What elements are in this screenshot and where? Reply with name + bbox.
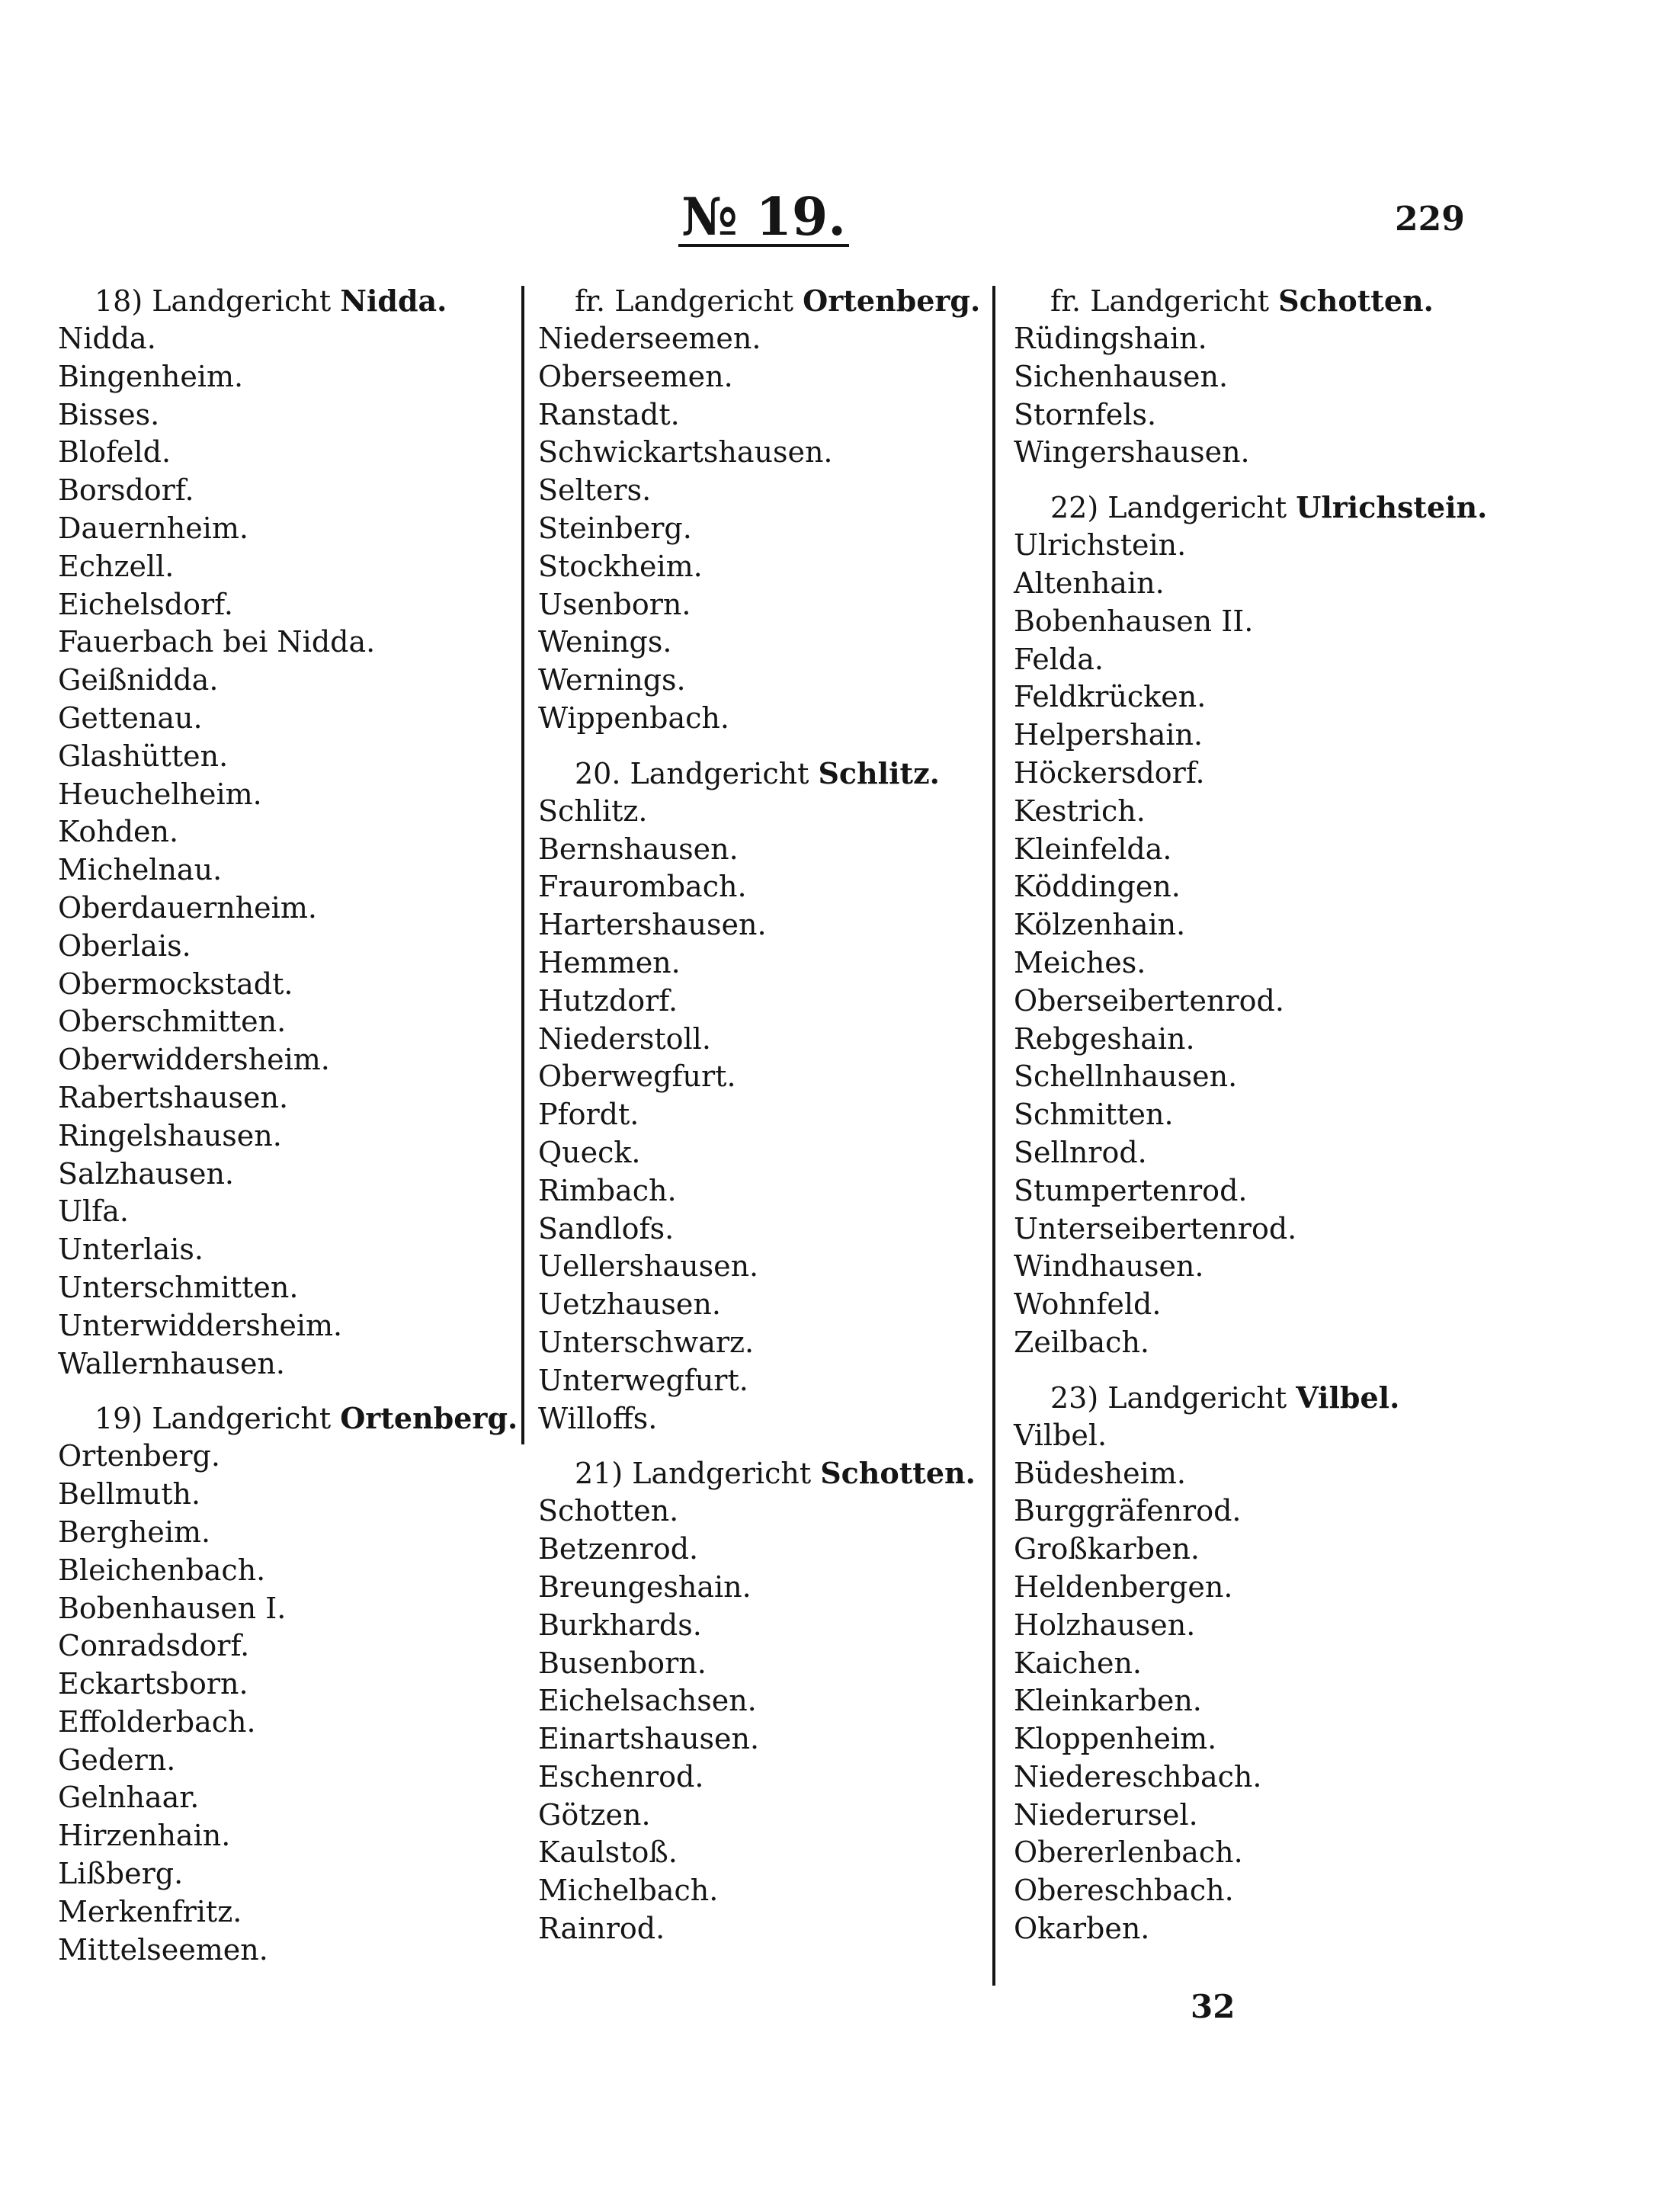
place-entry: Oberdauernheim. [58, 890, 317, 925]
place-entry: Altenhain. [1014, 566, 1165, 600]
section-heading [538, 282, 995, 320]
section-gap [538, 1438, 995, 1454]
place-entry: Unterlais. [58, 1233, 204, 1267]
section-gap [1014, 1362, 1471, 1379]
section-heading-prefix: fr. Landgericht [575, 284, 794, 318]
place-entry: Gedern. [58, 1742, 176, 1777]
place-entry: Oberwiddersheim. [58, 1043, 330, 1077]
place-entry: Willoffs. [538, 1401, 658, 1435]
page-number: 229 [1395, 200, 1465, 239]
place-entry: Echzell. [58, 549, 175, 583]
place-entry: Wernings. [538, 663, 686, 697]
place-entry: Götzen. [538, 1797, 651, 1832]
section-heading [1014, 1379, 1471, 1417]
place-entry: Bleichenbach. [58, 1553, 266, 1587]
place-entry: Oberwegfurt. [538, 1060, 736, 1094]
place-entry: Michelnau. [58, 853, 223, 887]
place-entry: Gettenau. [58, 700, 203, 735]
section-heading-prefix: 20. Landgericht [575, 756, 809, 790]
place-entry: Obererlenbach. [1014, 1835, 1243, 1870]
place-entry: Unterseibertenrod. [1014, 1211, 1297, 1245]
place-entry: Helpershain. [1014, 718, 1203, 752]
place-entry: Bobenhausen I. [58, 1591, 287, 1625]
place-entry: Sandlofs. [538, 1211, 675, 1245]
section-heading-prefix: 23) Landgericht [1050, 1380, 1287, 1415]
place-entry: Unterwegfurt. [538, 1363, 748, 1397]
place-entry: Kohden. [58, 815, 179, 849]
place-entry: Bergheim. [58, 1515, 211, 1549]
place-entry: Schellnhausen. [1014, 1060, 1238, 1094]
place-entry: Queck. [538, 1135, 641, 1169]
section-gap [58, 1383, 515, 1399]
place-entry: Wingershausen. [1014, 435, 1250, 470]
section-heading [538, 1454, 995, 1492]
place-entry: Rabertshausen. [58, 1080, 289, 1114]
place-entry: Vilbel. [1014, 1418, 1107, 1452]
place-entry: Hutzdorf. [538, 983, 678, 1018]
place-entry: Niedereschbach. [1014, 1759, 1262, 1794]
place-entry: Stornfels. [1014, 397, 1157, 431]
place-entry: Kestrich. [1014, 793, 1146, 828]
place-entry: Steinberg. [538, 511, 692, 545]
place-entry: Unterschwarz. [538, 1325, 755, 1359]
place-entry: Kaulstoß. [538, 1835, 678, 1870]
place-entry: Mittelseemen. [58, 1932, 268, 1967]
place-entry: Oberseibertenrod. [1014, 983, 1284, 1018]
place-entry: Busenborn. [538, 1646, 707, 1680]
section-gap [538, 738, 995, 755]
place-entry: Conradsdorf. [58, 1629, 250, 1663]
place-entry: Geißnidda. [58, 663, 219, 697]
place-entry: Rimbach. [538, 1173, 677, 1207]
place-entry: Uellershausen. [538, 1249, 759, 1284]
place-entry: Oberseemen. [538, 359, 733, 393]
place-entry: Feldkrücken. [1014, 680, 1207, 714]
section-heading [1014, 489, 1488, 527]
place-entry: Sichenhausen. [1014, 359, 1229, 393]
place-entry: Eichelsdorf. [58, 587, 233, 621]
place-entry: Schwickartshausen. [538, 435, 833, 470]
section-heading-prefix: 22) Landgericht [1050, 491, 1287, 525]
place-entry: Hemmen. [538, 945, 681, 979]
place-entry: Heldenbergen. [1014, 1569, 1233, 1604]
place-entry: Obermockstadt. [58, 967, 293, 1001]
place-entry: Nidda. [58, 322, 156, 355]
place-entry: Unterschmitten. [58, 1270, 299, 1304]
place-entry: Heuchelheim. [58, 777, 262, 811]
place-entry: Kleinkarben. [1014, 1684, 1202, 1718]
place-entry: Borsdorf. [58, 473, 194, 508]
place-entry: Kleinfelda. [1014, 832, 1172, 866]
section-heading-name: Ulrichstein. [1296, 490, 1488, 525]
place-entry: Hirzenhain. [58, 1819, 231, 1853]
section-gap [1014, 472, 1471, 489]
place-entry: Obereschbach. [1014, 1874, 1234, 1908]
place-entry: Hartershausen. [538, 908, 767, 942]
place-entry: Burggräfenrod. [1014, 1494, 1242, 1528]
place-entry: Windhausen. [1014, 1249, 1204, 1284]
section-heading-name: Schotten. [1278, 284, 1434, 318]
section-heading-name: Ortenberg. [803, 284, 981, 318]
place-entry: Wippenbach. [538, 700, 729, 735]
place-entry: Felda. [1014, 642, 1104, 676]
place-entry: Glashütten. [58, 739, 229, 773]
section-heading [58, 282, 515, 320]
page-header-number: № 19. [678, 191, 849, 247]
place-entry: Eichelsachsen. [538, 1684, 757, 1718]
place-entry: Fauerbach bei Nidda. [58, 625, 376, 659]
place-entry: Bellmuth. [58, 1477, 201, 1512]
place-entry: Breungeshain. [538, 1569, 752, 1604]
place-entry: Lißberg. [58, 1857, 184, 1891]
place-entry: Oberlais. [58, 928, 191, 963]
section-heading [538, 755, 995, 793]
place-entry: Pfordt. [538, 1098, 639, 1132]
place-entry: Schotten. [538, 1494, 679, 1528]
place-entry: Büdesheim. [1014, 1456, 1186, 1490]
place-entry: Gelnhaar. [58, 1781, 200, 1815]
place-entry: Selters. [538, 473, 652, 508]
place-entry: Oberschmitten. [58, 1005, 287, 1039]
place-entry: Okarben. [1014, 1912, 1150, 1946]
place-entry: Wenings. [538, 625, 672, 659]
place-entry: Fraurombach. [538, 870, 747, 904]
place-entry: Rebgeshain. [1014, 1021, 1195, 1056]
place-entry: Blofeld. [58, 435, 171, 470]
place-entry: Usenborn. [538, 587, 691, 621]
place-entry: Ortenberg. [58, 1439, 220, 1473]
section-heading-name: Vilbel. [1296, 1380, 1400, 1415]
place-entry: Wohnfeld. [1014, 1287, 1162, 1322]
place-entry: Unterwiddersheim. [58, 1308, 343, 1342]
section-heading-name: Schlitz. [818, 755, 940, 790]
place-entry: Wallernhausen. [58, 1346, 285, 1380]
place-entry: Schmitten. [1014, 1098, 1174, 1132]
place-entry: Ulrichstein. [1014, 528, 1187, 563]
place-entry: Schlitz. [538, 793, 648, 828]
place-entry: Rüdingshain. [1014, 322, 1207, 355]
place-entry: Niederstoll. [538, 1021, 711, 1056]
place-entry: Dauernheim. [58, 511, 248, 545]
place-entry: Bobenhausen II. [1014, 604, 1254, 638]
section-heading-prefix: fr. Landgericht [1050, 284, 1270, 318]
place-entry: Ranstadt. [538, 397, 680, 431]
place-entry: Bernshausen. [538, 832, 739, 866]
place-entry: Stockheim. [538, 549, 703, 583]
section-heading-name: Schotten. [820, 1456, 976, 1491]
column-3 [1014, 282, 1488, 1948]
place-entry: Kölzenhain. [1014, 908, 1186, 942]
place-entry: Eckartsborn. [58, 1667, 248, 1701]
place-entry: Uetzhausen. [538, 1287, 721, 1322]
section-heading [58, 1399, 518, 1438]
section-heading-prefix: 21) Landgericht [575, 1457, 812, 1491]
place-entry: Eschenrod. [538, 1759, 704, 1794]
place-entry: Bisses. [58, 397, 160, 431]
place-entry: Stumpertenrod. [1014, 1173, 1248, 1207]
place-entry: Bingenheim. [58, 359, 244, 393]
column-2 [538, 282, 995, 1948]
place-entry: Holzhausen. [1014, 1608, 1196, 1642]
place-entry: Michelbach. [538, 1874, 719, 1908]
column-divider [521, 286, 524, 1444]
place-entry: Burkhards. [538, 1608, 702, 1642]
place-entry: Merkenfritz. [58, 1894, 242, 1928]
place-entry: Meiches. [1014, 945, 1146, 979]
place-entry: Höckersdorf. [1014, 755, 1205, 790]
place-entry: Ulfa. [58, 1194, 129, 1229]
place-entry: Salzhausen. [58, 1156, 235, 1191]
place-entry: Kaichen. [1014, 1646, 1142, 1680]
place-entry: Niederseemen. [538, 322, 761, 355]
place-entry: Rainrod. [538, 1912, 665, 1946]
column-1 [58, 282, 518, 1969]
place-entry: Zeilbach. [1014, 1325, 1150, 1359]
place-entry: Großkarben. [1014, 1532, 1200, 1566]
place-entry: Effolderbach. [58, 1704, 256, 1739]
section-heading-prefix: 18) Landgericht [95, 284, 332, 318]
printer-signature: 32 [1191, 1988, 1236, 2025]
section-heading-name: Nidda. [340, 284, 447, 318]
place-entry: Köddingen. [1014, 870, 1181, 904]
place-entry: Betzenrod. [538, 1532, 699, 1566]
section-heading [1014, 282, 1471, 320]
place-entry: Niederursel. [1014, 1797, 1198, 1832]
place-entry: Sellnrod. [1014, 1135, 1147, 1169]
place-entry: Kloppenheim. [1014, 1722, 1217, 1756]
place-entry: Einartshausen. [538, 1722, 760, 1756]
place-entry: Ringelshausen. [58, 1118, 282, 1152]
section-heading-prefix: 19) Landgericht [95, 1402, 332, 1436]
section-heading-name: Ortenberg. [340, 1401, 518, 1436]
